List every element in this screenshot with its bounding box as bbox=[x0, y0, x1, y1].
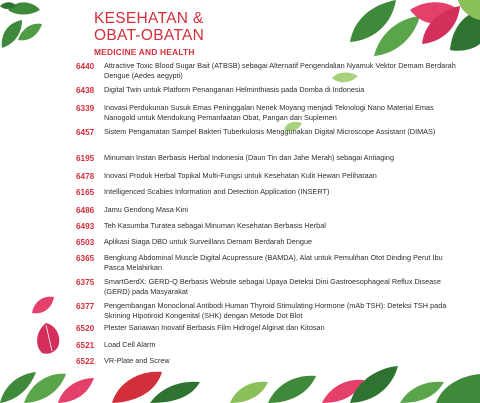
entry-row bbox=[76, 356, 456, 367]
entry-row bbox=[76, 221, 456, 232]
page-title-line-2: OBAT-OBATAN bbox=[94, 27, 205, 44]
entry-number: 6165 bbox=[76, 188, 95, 197]
entry-number: 6195 bbox=[76, 154, 95, 163]
entry-row bbox=[76, 323, 456, 334]
entry-row bbox=[76, 237, 456, 248]
entry-number: 6339 bbox=[76, 104, 95, 113]
entry-title: Aplikasi Siaga DBD untuk Surveillans Demam Berdarah Dengue bbox=[104, 237, 313, 246]
page-title-line-1: KESEHATAN & bbox=[94, 10, 204, 27]
entry-row bbox=[76, 301, 456, 320]
page-subtitle: MEDICINE AND HEALTH bbox=[94, 47, 195, 57]
entry-row bbox=[76, 277, 456, 296]
entry-number: 6486 bbox=[76, 206, 95, 215]
entry-title: Attractive Toxic Blood Sugar Bait (ATBSB) sebagai Alternatif Pengendalian Nyamuk Vektor Demam Berdarah Dengue (Aedes aegypti) bbox=[104, 61, 456, 80]
entry-row bbox=[76, 340, 456, 351]
entry-number: 6440 bbox=[76, 62, 95, 71]
entry-row bbox=[76, 253, 456, 272]
entry-number: 6503 bbox=[76, 238, 95, 247]
entry-number: 6522 bbox=[76, 357, 95, 366]
entry-row bbox=[76, 85, 456, 96]
entry-row bbox=[76, 205, 456, 216]
entry-title: Pengembangan Monoclonal Antibodi Human Thyroid Stimulating Hormone (mAb TSH): Deteksi TSH pada Skrining Hipotiroid Kongenital (SHK) dengan Metode Dot Blot bbox=[104, 301, 447, 320]
entry-title: Jamu Gendong Masa Kini bbox=[104, 205, 188, 214]
entry-title: Load Cell Alarm bbox=[104, 340, 156, 349]
top-left-leaves bbox=[0, 0, 60, 55]
entry-number: 6438 bbox=[76, 86, 95, 95]
entry-title: Plester Sariawan Inovatif Berbasis Film Hidrogel Alginat dan Kitosan bbox=[104, 323, 325, 332]
entry-row bbox=[76, 127, 456, 138]
entry-number: 6521 bbox=[76, 341, 95, 350]
entry-number: 6377 bbox=[76, 302, 95, 311]
entry-title: Inovasi Perdukunan Susuk Emas Peninggalan Nenek Moyang menjadi Teknologi Nano Material Emas Nanogold untuk Mendukung Pemanfaatan Obat, Pangan dan Suplemen bbox=[104, 103, 434, 122]
entry-title: VR-Plate and Screw bbox=[104, 356, 170, 365]
entry-row bbox=[76, 61, 456, 80]
entry-title: Teh Kasumba Turatea sebagai Minuman Kesehatan Berbasis Herbal bbox=[104, 221, 326, 230]
entry-row bbox=[76, 171, 456, 182]
entry-number: 6478 bbox=[76, 172, 95, 181]
title-block bbox=[94, 10, 204, 57]
entry-title: Intelligenced Scabies Information and Detection Application (INSERT) bbox=[104, 187, 330, 196]
entry-title: Bengkung Abdominal Muscle Digital Acupressure (BAMDA), Alat untuk Pemulihan Otot Dinding Perut Ibu Pasca Melahirkan bbox=[104, 253, 443, 272]
entry-title: Inovasi Produk Herbal Topikal Multi-Fungsi untuk Kesehatan Kulit Hewan Peliharaan bbox=[104, 171, 377, 180]
entry-title: Sistem Pengamatan Sampel Bakteri Tuberkulosis Menggunakan Digital Microscope Assistant (DIMAS) bbox=[104, 127, 436, 136]
entry-row bbox=[76, 187, 456, 198]
entry-title: Minuman Instan Berbasis Herbal Indonesia (Daun Tin dan Jahe Merah) sebagai Antiaging bbox=[104, 153, 395, 162]
top-right-foliage bbox=[340, 0, 480, 62]
left-pink-leaves bbox=[28, 295, 74, 359]
entry-title: Digital Twin untuk Platform Penanganan Helminthiasis pada Domba di Indonesia bbox=[104, 85, 365, 94]
entry-row bbox=[76, 153, 456, 164]
entry-number: 6520 bbox=[76, 324, 95, 333]
entry-number: 6493 bbox=[76, 222, 95, 231]
entry-number: 6365 bbox=[76, 254, 95, 263]
entry-number: 6457 bbox=[76, 128, 95, 137]
entry-row bbox=[76, 103, 456, 122]
entry-title: SmartGerdX: GERD-Q Berbasis Website sebagai Upaya Deteksi Dini Gastroesophageal Reflux Disease (GERD) pada Masyarakat bbox=[104, 277, 441, 296]
entry-number: 6375 bbox=[76, 278, 95, 287]
